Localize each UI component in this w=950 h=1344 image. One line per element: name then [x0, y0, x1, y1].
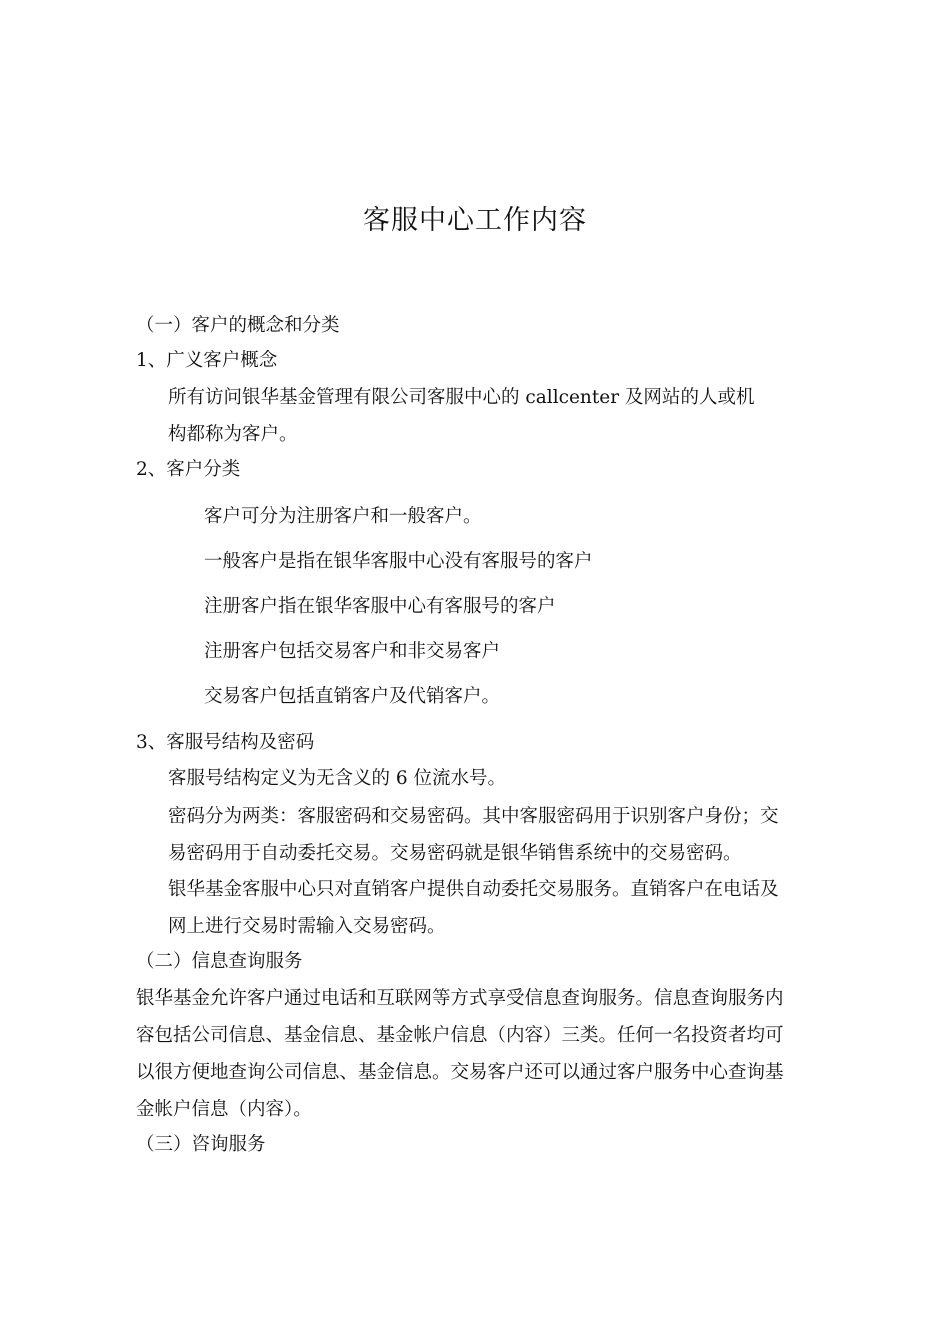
subsection-heading-1-3: 3、客服号结构及密码: [136, 732, 315, 753]
paragraph-line: 银华基金允许客户通过电话和互联网等方式享受信息查询服务。信息查询服务内: [136, 988, 784, 1009]
subsection-heading-1-2: 2、客户分类: [136, 459, 241, 480]
paragraph-line: 易密码用于自动委托交易。交易密码就是银华销售系统中的交易密码。: [168, 843, 742, 864]
paragraph-line: 容包括公司信息、基金信息、基金帐户信息（内容）三类。任何一名投资者均可: [136, 1025, 784, 1046]
section-heading-2: （二）信息查询服务: [136, 951, 303, 972]
list-item: 交易客户包括直销客户及代销客户。: [204, 686, 501, 707]
section-heading-3: （三）咨询服务: [136, 1134, 266, 1155]
paragraph-line: 客服号结构定义为无含义的 6 位流水号。: [168, 768, 507, 789]
paragraph-line: 以很方便地查询公司信息、基金信息。交易客户还可以通过客户服务中心查询基: [136, 1062, 784, 1083]
list-item: 注册客户包括交易客户和非交易客户: [204, 641, 501, 662]
paragraph-line: 构都称为客户。: [168, 424, 298, 445]
subsection-heading-1-1: 1、广义客户概念: [136, 350, 278, 371]
paragraph-line: 密码分为两类：客服密码和交易密码。其中客服密码用于识别客户身份；交: [168, 806, 779, 827]
list-item: 客户可分为注册客户和一般客户。: [204, 506, 482, 527]
paragraph-line: 所有访问银华基金管理有限公司客服中心的 callcenter 及网站的人或机: [168, 387, 755, 408]
paragraph-line: 金帐户信息（内容）。: [136, 1099, 312, 1120]
paragraph-line: 网上进行交易时需输入交易密码。: [168, 916, 446, 937]
document-title: 客服中心工作内容: [363, 205, 587, 236]
list-item: 注册客户指在银华客服中心有客服号的客户: [204, 596, 556, 617]
section-heading-1: （一）客户的概念和分类: [136, 315, 340, 336]
paragraph-line: 银华基金客服中心只对直销客户提供自动委托交易服务。直销客户在电话及: [168, 879, 779, 900]
list-item: 一般客户是指在银华客服中心没有客服号的客户: [204, 551, 593, 572]
